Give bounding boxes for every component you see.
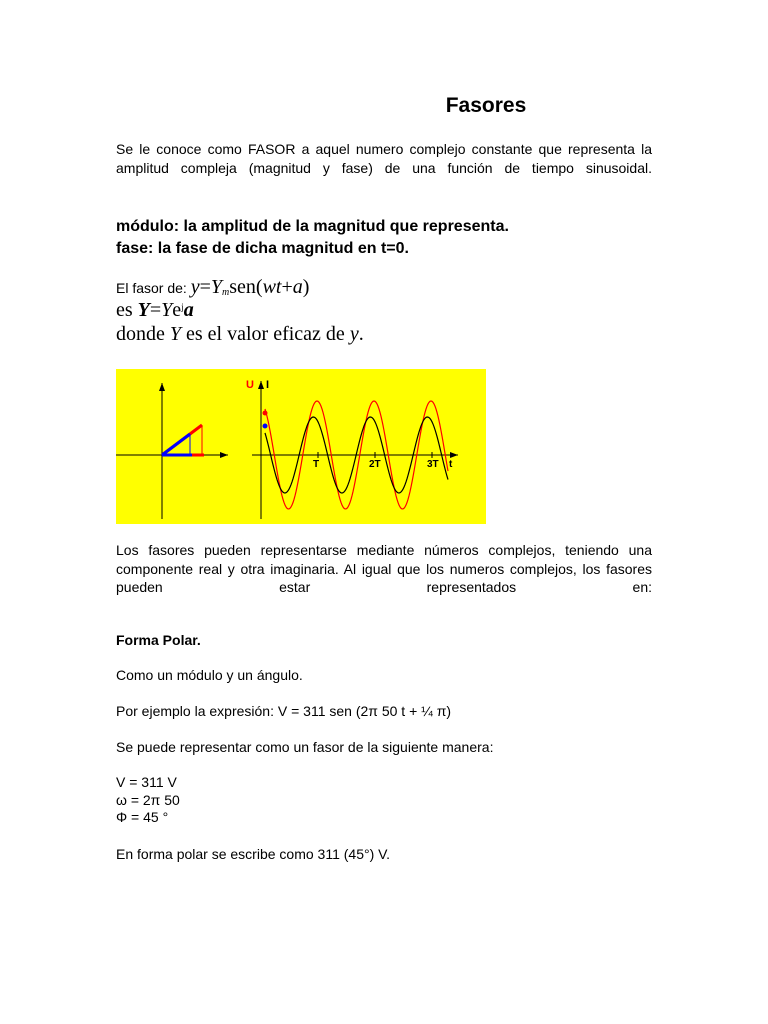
- formula-line-3: donde Y es el valor eficaz de y.: [116, 323, 364, 345]
- polar-phi: Φ = 45 °: [116, 809, 169, 825]
- page-title: Fasores: [445, 94, 527, 117]
- voltage-start-dot: [263, 411, 268, 416]
- polar-omega: ω = 2π 50: [116, 792, 180, 808]
- formula-line-1: [116, 276, 309, 299]
- phasor-diagram: [116, 369, 486, 524]
- polar-line-2: Por ejemplo la expresión: V = 311 sen (2π 50 t + ¼ π): [116, 703, 452, 719]
- formula-label: El fasor de:: [116, 280, 187, 296]
- intro-paragraph: Se le conoce como FASOR a aquel numero complejo constante que representa la amplitud compleja (magnitud y fase) de una función de tiempo sinusoidal.: [116, 141, 652, 176]
- complex-paragraph: Los fasores pueden representarse mediante números complejos, teniendo una componente real y otra imaginaria. Al igual que los numeros complejos, los fasores pueden estar representados en:: [116, 542, 652, 595]
- voltage-axis-label: U: [246, 379, 254, 391]
- polar-voltage: V = 311 V: [116, 774, 177, 790]
- polar-final: En forma polar se escribe como 311 (45°) V.: [116, 846, 391, 862]
- phasor-figure: [116, 369, 486, 524]
- formula-expression: $y=Y_msen(wt+a)$: [190, 276, 310, 298]
- tick-label-3t: 3T: [427, 459, 439, 470]
- tick-label-2t: 2T: [369, 459, 381, 470]
- definition-fase: fase: la fase de dicha magnitud en t=0.: [116, 240, 409, 257]
- current-start-dot: [263, 424, 268, 429]
- tick-label-t: T: [313, 459, 320, 470]
- current-axis-label: I: [266, 379, 270, 391]
- time-axis-label: t: [449, 459, 453, 470]
- polar-heading: Forma Polar.: [116, 632, 201, 648]
- polar-line-3: Se puede representar como un fasor de la siguiente manera:: [116, 739, 494, 755]
- definition-modulo: módulo: la amplitud de la magnitud que representa.: [116, 218, 509, 235]
- formula-line-2: es $Y=Ye^ja$: [116, 299, 194, 321]
- polar-line-1: Como un módulo y un ángulo.: [116, 667, 303, 683]
